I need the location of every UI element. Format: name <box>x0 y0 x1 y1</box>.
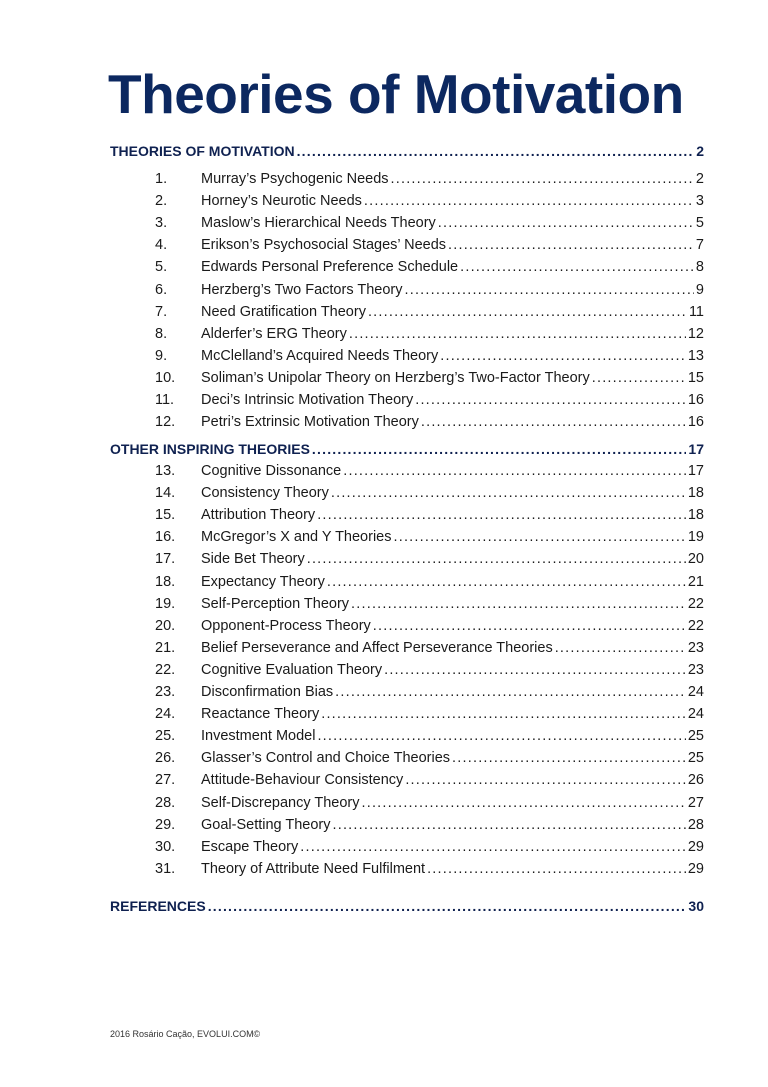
dot-leader <box>364 193 694 209</box>
toc-section-heading[interactable] <box>110 143 704 163</box>
toc-entry-label: Maslow’s Hierarchical Needs Theory <box>201 215 436 232</box>
toc-entry[interactable] <box>110 684 704 704</box>
toc-section-label: THEORIES OF MOTIVATION <box>110 143 295 159</box>
toc-entry-number: 2. <box>155 193 168 210</box>
toc-entry-number: 28. <box>155 794 176 811</box>
toc-entry-label: Edwards Personal Preference Schedule <box>201 259 459 276</box>
toc-entry-number: 9. <box>155 347 168 364</box>
toc-entry[interactable] <box>110 463 704 483</box>
toc-page-number: 24 <box>687 706 704 723</box>
dot-leader <box>592 370 686 386</box>
toc-entry[interactable] <box>110 171 704 191</box>
toc-entry-number: 18. <box>155 573 176 590</box>
toc-entry[interactable] <box>110 215 704 235</box>
toc-entry-number: 30. <box>155 838 176 855</box>
toc-entry-number: 17. <box>155 551 176 568</box>
toc-entry[interactable] <box>110 728 704 748</box>
toc-entry-label: Attribution Theory <box>201 507 316 524</box>
dot-leader <box>391 171 694 187</box>
toc-entry-label: Deci’s Intrinsic Motivation Theory <box>201 392 414 408</box>
toc-page-number: 9 <box>695 281 704 298</box>
toc-entry-label: McGregor’s X and Y Theories <box>201 529 392 546</box>
dot-leader <box>297 143 695 159</box>
toc-entry[interactable] <box>110 304 704 324</box>
toc-entry-number: 29. <box>155 816 176 833</box>
toc-section-heading[interactable] <box>110 898 704 918</box>
toc-entry-number: 22. <box>155 661 176 678</box>
toc-page-number: 16 <box>687 414 704 431</box>
toc-entry-number: 10. <box>155 369 176 386</box>
toc-entry[interactable] <box>110 414 704 434</box>
toc-entry[interactable] <box>110 574 704 594</box>
dot-leader <box>421 414 686 430</box>
toc-entry-label: Belief Perseverance and Affect Perseverance Theories <box>201 639 553 656</box>
toc-page-number: 13 <box>687 347 704 364</box>
toc-entry[interactable] <box>110 507 704 527</box>
toc-page-number: 18 <box>687 507 704 524</box>
toc-entry-label: Glasser’s Control and Choice Theories <box>201 750 451 767</box>
dot-leader <box>331 485 686 501</box>
toc-entry-number: 12. <box>155 414 176 431</box>
toc-page-number: 29 <box>687 838 704 855</box>
toc-entry-number: 24. <box>155 706 176 723</box>
toc-entry-number: 11. <box>155 392 175 408</box>
toc-entry[interactable] <box>110 817 704 837</box>
toc-page-number: 26 <box>687 772 704 789</box>
toc-page-number: 12 <box>687 325 704 342</box>
toc-entry-number: 15. <box>155 507 176 524</box>
toc-page-number: 11 <box>688 303 704 320</box>
toc-page-number: 17 <box>688 441 704 457</box>
toc-section-label: REFERENCES <box>110 898 206 914</box>
toc-entry[interactable] <box>110 348 704 368</box>
toc-entry[interactable] <box>110 772 704 792</box>
toc-entry[interactable] <box>110 839 704 859</box>
dot-leader <box>327 574 686 590</box>
dot-leader <box>452 750 686 766</box>
toc-page-number: 25 <box>687 750 704 767</box>
toc-entry[interactable] <box>110 750 704 770</box>
toc-entry-number: 27. <box>155 772 176 789</box>
footer: 2016 Rosário Cação, EVOLUI.COM© <box>110 1029 261 1039</box>
toc-entry[interactable] <box>110 193 704 213</box>
toc-entry-number: 6. <box>155 281 168 298</box>
toc-section-heading[interactable] <box>110 441 704 461</box>
toc-page-number: 22 <box>687 617 704 634</box>
toc-page-number: 27 <box>687 794 704 811</box>
toc-page-number: 2 <box>696 143 704 159</box>
toc-page-number: 23 <box>687 639 704 656</box>
toc-entry-label: Petri’s Extrinsic Motivation Theory <box>201 414 419 431</box>
toc-entry-number: 4. <box>155 237 168 254</box>
dot-leader <box>300 839 686 855</box>
toc-entry-number: 13. <box>155 463 176 479</box>
dot-leader <box>427 861 686 877</box>
toc-entry-label: Investment Model <box>201 728 316 745</box>
toc-page-number: 17 <box>687 463 704 479</box>
toc-entry[interactable] <box>110 529 704 549</box>
toc-entry-number: 25. <box>155 728 176 745</box>
dot-leader <box>415 392 686 408</box>
toc-page-number: 30 <box>688 898 704 914</box>
toc-page-number: 24 <box>687 684 704 700</box>
toc-entry-number: 21. <box>155 639 176 656</box>
toc-entry-label: Attitude-Behaviour Consistency <box>201 772 404 789</box>
toc-entry-label: Horney’s Neurotic Needs <box>201 193 362 210</box>
toc-entry-label: Consistency Theory <box>201 485 329 502</box>
toc-entry[interactable] <box>110 370 704 390</box>
toc-entry[interactable] <box>110 795 704 815</box>
toc-entry-label: Murray’s Psychogenic Needs <box>201 171 389 187</box>
dot-leader <box>362 795 686 811</box>
toc-entry-number: 1. <box>155 171 168 187</box>
toc-page-number: 3 <box>695 193 704 210</box>
dot-leader <box>448 237 694 253</box>
toc-entry[interactable] <box>110 259 704 279</box>
page-title: Theories of Motivation <box>108 63 684 125</box>
toc-entry-label: Erikson’s Psychosocial Stages’ Needs <box>201 237 447 254</box>
toc-page-number: 29 <box>687 860 704 877</box>
toc-entry-label: Self-Discrepancy Theory <box>201 794 360 811</box>
dot-leader <box>317 507 686 523</box>
dot-leader <box>343 463 686 479</box>
toc-entry-number: 16. <box>155 529 176 546</box>
toc-entry[interactable] <box>110 392 704 412</box>
toc-page-number: 23 <box>687 661 704 678</box>
dot-leader <box>384 662 686 678</box>
toc-entry[interactable] <box>110 706 704 726</box>
dot-leader <box>440 348 686 364</box>
toc-entry-label: Herzberg’s Two Factors Theory <box>201 281 403 298</box>
toc-entry-label: Self-Perception Theory <box>201 595 350 612</box>
toc-entry[interactable] <box>110 326 704 346</box>
toc-entry[interactable] <box>110 640 704 660</box>
toc-entry-number: 8. <box>155 325 168 342</box>
toc-entry[interactable] <box>110 282 704 302</box>
toc-page-number: 8 <box>695 259 704 276</box>
toc-entry-number: 20. <box>155 617 176 634</box>
toc-page-number: 18 <box>687 485 704 502</box>
toc-page-number: 19 <box>687 529 704 546</box>
toc-entry-label: McClelland’s Acquired Needs Theory <box>201 347 439 364</box>
toc-entry-number: 19. <box>155 595 176 612</box>
dot-leader <box>405 772 686 788</box>
toc-entry[interactable] <box>110 551 704 571</box>
dot-leader <box>460 259 694 275</box>
toc-entry-number: 7. <box>155 303 168 320</box>
toc-section-label: OTHER INSPIRING THEORIES <box>110 441 310 457</box>
toc-entry-label: Goal-Setting Theory <box>201 816 331 833</box>
toc-entry-label: Soliman’s Unipolar Theory on Herzberg’s Two-Factor Theory <box>201 369 590 386</box>
toc-entry-number: 14. <box>155 485 176 502</box>
toc-entry-label: Cognitive Dissonance <box>201 463 342 479</box>
toc-entry-number: 5. <box>155 259 168 276</box>
toc-entry-number: 3. <box>155 215 168 232</box>
toc-page-number: 16 <box>687 392 704 408</box>
toc-entry-number: 31. <box>155 860 176 877</box>
toc-page-number: 28 <box>687 816 704 833</box>
dot-leader <box>307 551 686 567</box>
toc-entry-label: Escape Theory <box>201 838 299 855</box>
toc-entry-label: Need Gratification Theory <box>201 303 366 320</box>
toc-entry-label: Disconfirmation Bias <box>201 684 334 700</box>
toc-page-number: 5 <box>695 215 704 232</box>
toc-page-number: 7 <box>695 237 704 254</box>
dot-leader <box>351 596 686 612</box>
toc-page-number: 22 <box>687 595 704 612</box>
toc-page-number: 2 <box>695 171 704 187</box>
dot-leader <box>368 304 687 320</box>
dot-leader <box>312 441 687 457</box>
toc-page-number: 21 <box>687 573 704 590</box>
dot-leader <box>404 282 693 298</box>
toc-entry-label: Alderfer’s ERG Theory <box>201 325 347 342</box>
toc-entry-label: Side Bet Theory <box>201 551 305 568</box>
dot-leader <box>317 728 685 744</box>
toc-entry[interactable] <box>110 485 704 505</box>
dot-leader <box>393 529 685 545</box>
toc-page-number: 25 <box>687 728 704 745</box>
dot-leader <box>208 898 687 914</box>
toc-page-number: 20 <box>687 551 704 568</box>
toc-entry-number: 23. <box>155 684 176 700</box>
toc-page-number: 15 <box>687 369 704 386</box>
dot-leader <box>349 326 686 342</box>
toc-entry[interactable] <box>110 861 704 881</box>
toc-entry[interactable] <box>110 662 704 682</box>
toc-entry[interactable] <box>110 237 704 257</box>
toc-entry-label: Reactance Theory <box>201 706 320 723</box>
dot-leader <box>321 706 686 722</box>
toc-entry-number: 26. <box>155 750 176 767</box>
dot-leader <box>333 817 686 833</box>
toc-entry-label: Expectancy Theory <box>201 573 325 590</box>
toc-entry[interactable] <box>110 618 704 638</box>
dot-leader <box>438 215 694 231</box>
dot-leader <box>373 618 686 634</box>
toc-entry[interactable] <box>110 596 704 616</box>
toc-entry-label: Cognitive Evaluation Theory <box>201 661 383 678</box>
toc-entry-label: Theory of Attribute Need Fulfilment <box>201 860 426 877</box>
dot-leader <box>335 684 686 700</box>
dot-leader <box>555 640 686 656</box>
toc-entry-label: Opponent-Process Theory <box>201 617 371 634</box>
